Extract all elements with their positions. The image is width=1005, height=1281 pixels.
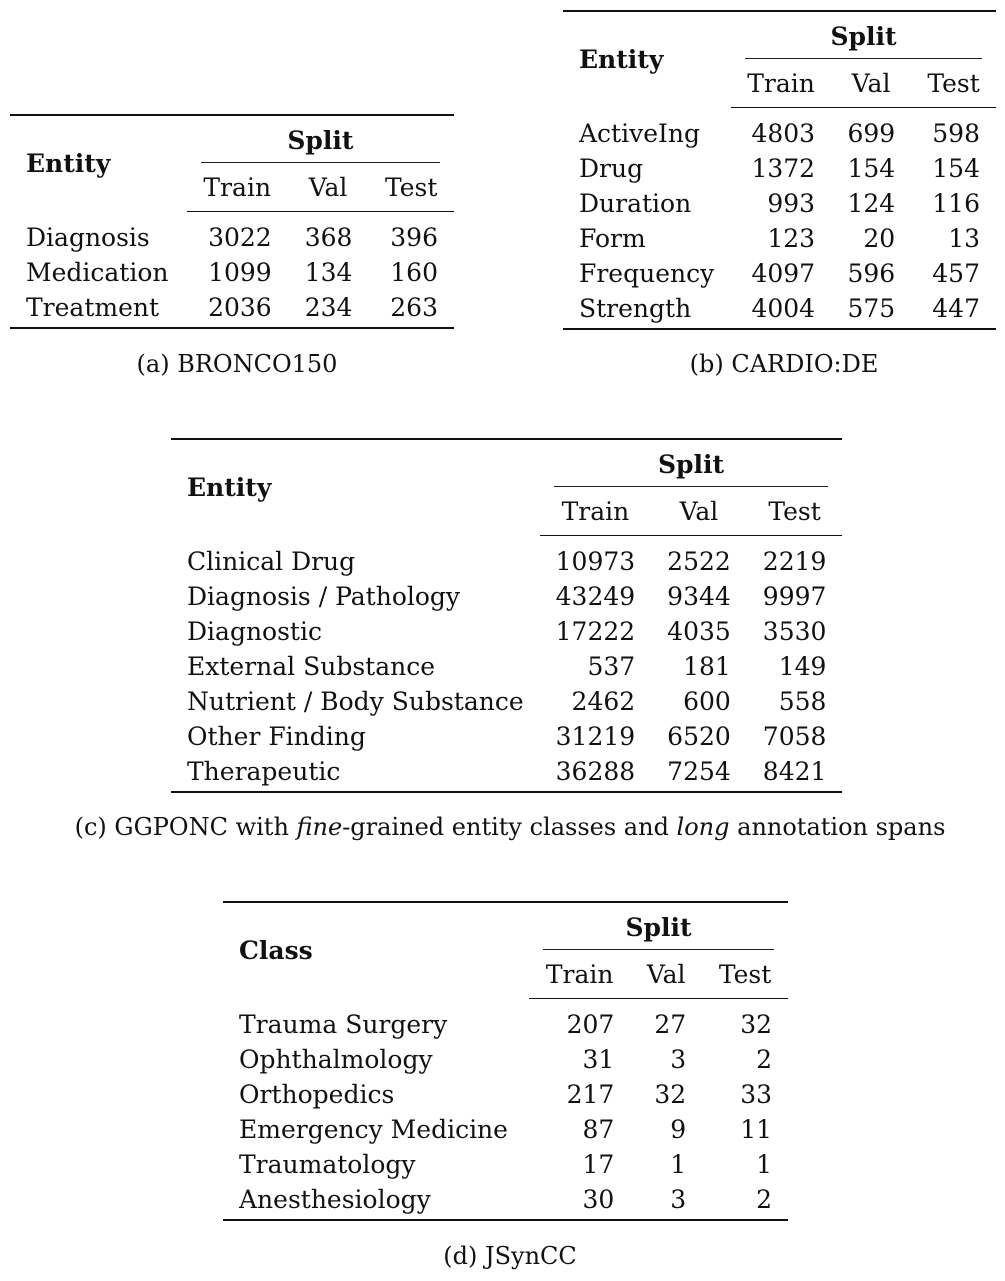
cell-test: 2 (702, 1182, 788, 1220)
row-label: Therapeutic (171, 754, 540, 792)
table-row (223, 1077, 788, 1112)
cell-val: 1 (670, 1150, 687, 1179)
cell-val: 234 (288, 290, 369, 328)
row-label: Nutrient / Body Substance (187, 687, 524, 716)
row-label: Anesthesiology (223, 1182, 529, 1220)
cell-val: 134 (304, 258, 353, 287)
cell-train: 993 (767, 189, 816, 218)
caption-a: (a) BRONCO150 (136, 350, 338, 378)
cell-train: 10973 (555, 547, 636, 576)
table-row (223, 999, 788, 1043)
table-b (563, 10, 996, 330)
table-b-block (563, 10, 996, 330)
cell-val: 600 (683, 687, 731, 716)
table-row (563, 186, 996, 221)
table-row (223, 1147, 788, 1182)
entity-header: Entity (563, 11, 731, 108)
cell-val: 596 (847, 259, 896, 288)
cell-test: 32 (740, 1010, 772, 1039)
col-header-test: Test (368, 163, 454, 212)
row-label: Emergency Medicine (239, 1115, 508, 1144)
cell-train: 217 (566, 1080, 615, 1109)
table-row (563, 291, 996, 329)
split-header: Split (529, 902, 788, 950)
row-label: Traumatology (239, 1150, 416, 1179)
table-c-block (171, 438, 842, 793)
cell-train: 87 (582, 1115, 615, 1144)
col-header-val: Val (630, 950, 702, 999)
cell-test: 447 (911, 291, 996, 329)
cell-train: 123 (767, 224, 816, 253)
table-row (563, 151, 996, 186)
col-header-test: Test (702, 950, 788, 999)
table-row (171, 614, 842, 649)
row-label: External Substance (187, 652, 435, 681)
cell-train: 1099 (208, 258, 272, 287)
cell-train: 4097 (751, 259, 816, 288)
col-header-train: Train (187, 163, 288, 212)
row-label: Diagnosis (26, 222, 150, 252)
cell-val: 181 (683, 652, 731, 681)
table-a (10, 114, 454, 329)
cell-val: 32 (654, 1080, 687, 1109)
cell-test: 13 (948, 224, 980, 253)
table-row (171, 536, 842, 580)
cell-train: 2462 (571, 687, 636, 716)
cell-val: 9344 (667, 582, 731, 611)
cell-test: 8421 (747, 754, 843, 792)
caption-b: (b) CARDIO:DE (689, 350, 879, 378)
cell-val: 20 (863, 224, 896, 253)
cell-train: 31 (582, 1045, 615, 1074)
row-label: Trauma Surgery (239, 1009, 448, 1039)
cell-train: 17222 (555, 617, 636, 646)
cell-test: 116 (932, 189, 980, 218)
cell-val: 9 (670, 1115, 687, 1144)
cell-test: 149 (778, 652, 827, 681)
cell-test: 2219 (762, 547, 827, 576)
caption-c: (c) GGPONC with fine-grained entity classes and long annotation spans (74, 813, 946, 841)
cell-train: 4803 (751, 119, 816, 148)
col-header-val: Val (288, 163, 369, 212)
cell-val: 2522 (667, 547, 731, 576)
cell-train: 43249 (555, 582, 636, 611)
row-label: Medication (26, 258, 169, 287)
row-label: Duration (579, 189, 692, 218)
row-label: Frequency (579, 259, 715, 288)
cell-train: 1372 (751, 154, 816, 183)
cell-val: 3 (670, 1045, 687, 1074)
cell-train: 4004 (731, 291, 831, 329)
cell-train: 17 (582, 1150, 615, 1179)
table-c (171, 438, 842, 793)
cell-test: 558 (778, 687, 827, 716)
table-row (223, 1182, 788, 1220)
cell-val: 368 (304, 223, 353, 252)
cell-val: 7254 (651, 754, 747, 792)
cell-val: 699 (847, 119, 896, 148)
col-header-val: Val (651, 487, 747, 536)
cell-train: 3022 (208, 223, 272, 252)
table-row (223, 1042, 788, 1077)
cell-test: 2 (756, 1045, 772, 1074)
col-header-test: Test (747, 487, 843, 536)
cell-train: 2036 (187, 290, 288, 328)
cell-val: 3 (630, 1182, 702, 1220)
col-header-train: Train (529, 950, 630, 999)
cell-train: 36288 (540, 754, 652, 792)
caption-d: (d) JSynCC (443, 1242, 577, 1270)
entity-header: Entity (171, 439, 540, 536)
entity-header: Entity (10, 115, 187, 212)
cell-val: 154 (847, 154, 896, 183)
row-label: Ophthalmology (239, 1045, 433, 1074)
cell-val: 575 (831, 291, 911, 329)
cell-val: 27 (654, 1010, 687, 1039)
row-label: ActiveIng (579, 118, 700, 148)
table-row (223, 1112, 788, 1147)
table-a-block (10, 114, 454, 329)
row-label: Form (579, 224, 646, 253)
row-label: Diagnosis / Pathology (187, 582, 461, 611)
cell-test: 11 (740, 1115, 772, 1144)
cell-test: 154 (932, 154, 980, 183)
split-header: Split (731, 11, 996, 59)
table-row (171, 649, 842, 684)
cell-train: 30 (529, 1182, 630, 1220)
cell-test: 263 (368, 290, 454, 328)
row-label: Diagnostic (187, 617, 322, 646)
table-d (223, 901, 788, 1221)
row-label: Clinical Drug (187, 546, 356, 576)
cell-test: 33 (740, 1080, 772, 1109)
table-row (10, 255, 454, 290)
row-label: Other Finding (187, 722, 366, 751)
row-label: Orthopedics (239, 1080, 395, 1109)
table-d-block (223, 901, 788, 1221)
table-row (10, 290, 454, 328)
table-row (563, 256, 996, 291)
row-label: Strength (563, 291, 731, 329)
cell-test: 457 (932, 259, 980, 288)
table-row (10, 212, 454, 256)
cell-test: 396 (390, 223, 438, 252)
table-row (171, 684, 842, 719)
cell-test: 598 (932, 119, 980, 148)
col-header-test: Test (911, 59, 996, 108)
table-row (563, 108, 996, 152)
table-row (171, 754, 842, 792)
cell-train: 207 (566, 1010, 615, 1039)
col-header-val: Val (831, 59, 911, 108)
cell-train: 537 (587, 652, 636, 681)
class-header: Class (223, 902, 529, 999)
cell-test: 160 (390, 258, 438, 287)
col-header-train: Train (540, 487, 652, 536)
split-header: Split (540, 439, 843, 487)
cell-test: 7058 (762, 722, 827, 751)
cell-val: 4035 (667, 617, 731, 646)
row-label: Drug (579, 154, 644, 183)
row-label: Treatment (10, 290, 187, 328)
split-header: Split (187, 115, 454, 163)
col-header-train: Train (731, 59, 831, 108)
cell-test: 9997 (762, 582, 827, 611)
table-row (171, 579, 842, 614)
cell-val: 6520 (667, 722, 731, 751)
table-row (563, 221, 996, 256)
cell-val: 124 (847, 189, 896, 218)
table-row (171, 719, 842, 754)
cell-train: 31219 (555, 722, 636, 751)
cell-test: 3530 (762, 617, 827, 646)
cell-test: 1 (756, 1150, 772, 1179)
